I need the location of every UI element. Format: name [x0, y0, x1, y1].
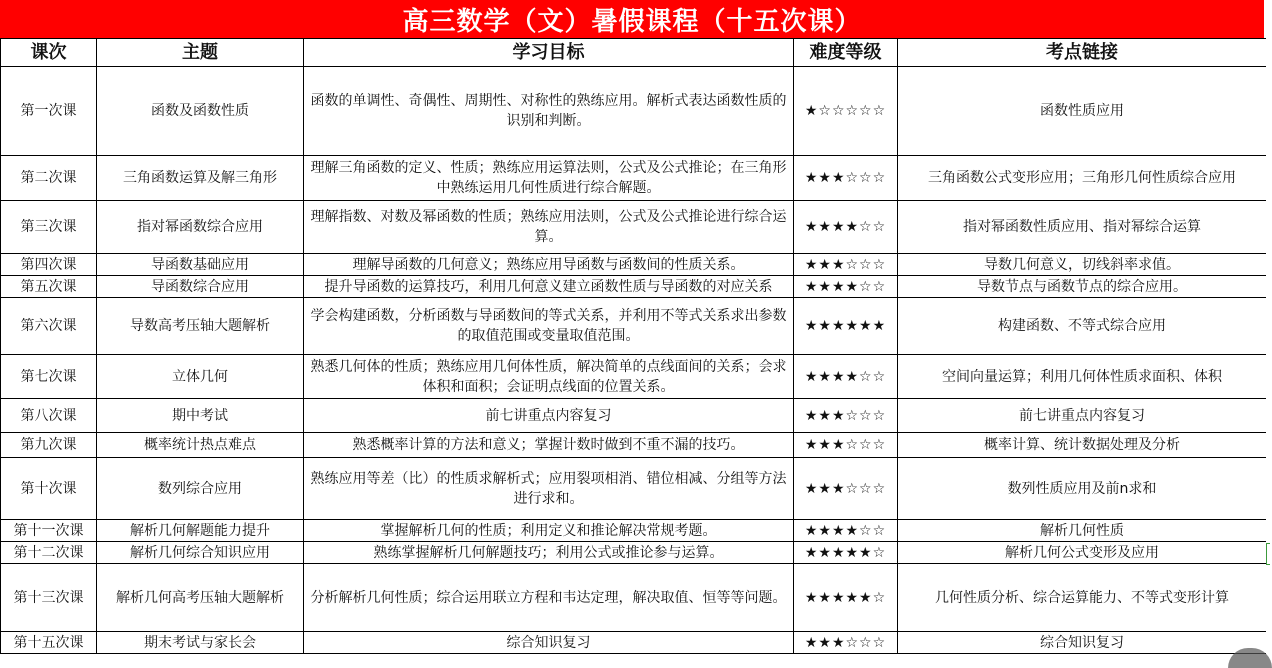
- cell-lesson: 第三次课: [1, 201, 97, 254]
- cell-difficulty: ★☆☆☆☆☆: [794, 67, 898, 156]
- table-row: [1, 520, 1267, 542]
- cell-link: 解析几何性质: [898, 520, 1267, 542]
- table-row: [1, 201, 1267, 254]
- cell-lesson: 第十一次课: [1, 520, 97, 542]
- table-row: [1, 355, 1267, 399]
- cell-topic: 导函数基础应用: [97, 254, 304, 276]
- table-row: [1, 67, 1267, 156]
- table-row: [1, 632, 1267, 654]
- cell-goal: 理解三角函数的定义、性质；熟练应用运算法则，公式及公式推论；在三角形中熟练运用几何性质进行综合解题。: [304, 156, 794, 201]
- cell-difficulty: ★★★★★★: [794, 298, 898, 355]
- cell-topic: 立体几何: [97, 355, 304, 399]
- cell-difficulty: ★★★☆☆☆: [794, 156, 898, 201]
- table-row: [1, 254, 1267, 276]
- header-difficulty: 难度等级: [794, 39, 898, 67]
- cell-topic: 期中考试: [97, 399, 304, 433]
- cell-difficulty: ★★★☆☆☆: [794, 399, 898, 433]
- cell-link: 几何性质分析、综合运算能力、不等式变形计算: [898, 564, 1267, 632]
- cell-topic: 三角函数运算及解三角形: [97, 156, 304, 201]
- header-link: 考点链接: [898, 39, 1267, 67]
- table-row: [1, 276, 1267, 298]
- cell-topic: 数列综合应用: [97, 458, 304, 520]
- cell-goal: 理解导函数的几何意义；熟练应用导函数与函数间的性质关系。: [304, 254, 794, 276]
- cell-link: 解析几何公式变形及应用: [898, 542, 1267, 564]
- cell-link: 空间向量运算；利用几何体性质求面积、体积: [898, 355, 1267, 399]
- table-row: [1, 458, 1267, 520]
- cell-lesson: 第十次课: [1, 458, 97, 520]
- course-schedule-table: [0, 38, 1267, 654]
- cell-link: 函数性质应用: [898, 67, 1267, 156]
- header-row: [1, 39, 1267, 67]
- cell-difficulty: ★★★★☆☆: [794, 201, 898, 254]
- cell-lesson: 第九次课: [1, 433, 97, 458]
- header-lesson: 课次: [1, 39, 97, 67]
- cell-difficulty: ★★★★☆☆: [794, 276, 898, 298]
- cell-link: 概率计算、统计数据处理及分析: [898, 433, 1267, 458]
- cell-difficulty: ★★★★☆☆: [794, 520, 898, 542]
- header-goal: 学习目标: [304, 39, 794, 67]
- cell-lesson: 第五次课: [1, 276, 97, 298]
- table-row: [1, 399, 1267, 433]
- cell-lesson: 第十二次课: [1, 542, 97, 564]
- cell-difficulty: ★★★★★☆: [794, 564, 898, 632]
- cell-topic: 期末考试与家长会: [97, 632, 304, 654]
- cell-link: 数列性质应用及前n求和: [898, 458, 1267, 520]
- cell-lesson: 第一次课: [1, 67, 97, 156]
- header-topic: 主题: [97, 39, 304, 67]
- cell-link: 指对幂函数性质应用、指对幂综合运算: [898, 201, 1267, 254]
- table-row: [1, 542, 1267, 564]
- cell-goal: 熟练应用等差（比）的性质求解析式；应用裂项相消、错位相减、分组等方法进行求和。: [304, 458, 794, 520]
- cell-link: 前七讲重点内容复习: [898, 399, 1267, 433]
- cell-lesson: 第二次课: [1, 156, 97, 201]
- cell-link: 构建函数、不等式综合应用: [898, 298, 1267, 355]
- cell-goal: 分析解析几何性质；综合运用联立方程和韦达定理，解决取值、恒等等问题。: [304, 564, 794, 632]
- cell-lesson: 第七次课: [1, 355, 97, 399]
- cell-link: 综合知识复习: [898, 632, 1267, 654]
- cell-goal: 掌握解析几何的性质；利用定义和推论解决常规考题。: [304, 520, 794, 542]
- cell-link: 导数几何意义，切线斜率求值。: [898, 254, 1267, 276]
- cell-goal: 综合知识复习: [304, 632, 794, 654]
- cell-difficulty: ★★★☆☆☆: [794, 254, 898, 276]
- cell-goal: 提升导函数的运算技巧，利用几何意义建立函数性质与导函数的对应关系: [304, 276, 794, 298]
- cell-lesson: 第四次课: [1, 254, 97, 276]
- table-row: [1, 298, 1267, 355]
- cell-goal: 理解指数、对数及幂函数的性质；熟练应用法则，公式及公式推论进行综合运算。: [304, 201, 794, 254]
- cell-topic: 函数及函数性质: [97, 67, 304, 156]
- cell-lesson: 第十五次课: [1, 632, 97, 654]
- cell-difficulty: ★★★☆☆☆: [794, 433, 898, 458]
- table-row: [1, 156, 1267, 201]
- cell-goal: 熟练掌握解析几何解题技巧；利用公式或推论参与运算。: [304, 542, 794, 564]
- cell-lesson: 第六次课: [1, 298, 97, 355]
- cell-goal: 熟悉概率计算的方法和意义；掌握计数时做到不重不漏的技巧。: [304, 433, 794, 458]
- cell-topic: 解析几何解题能力提升: [97, 520, 304, 542]
- cell-difficulty: ★★★☆☆☆: [794, 458, 898, 520]
- selected-cell-indicator: [1266, 543, 1270, 565]
- table-row: [1, 564, 1267, 632]
- cell-topic: 导数高考压轴大题解析: [97, 298, 304, 355]
- cell-lesson: 第十三次课: [1, 564, 97, 632]
- cell-goal: 熟悉几何体的性质；熟练应用几何体性质，解决简单的点线面间的关系；会求体积和面积；会证明点线面的位置关系。: [304, 355, 794, 399]
- cell-difficulty: ★★★★★☆: [794, 542, 898, 564]
- cell-difficulty: ★★★★☆☆: [794, 355, 898, 399]
- table-row: [1, 433, 1267, 458]
- cell-link: 三角函数公式变形应用；三角形几何性质综合应用: [898, 156, 1267, 201]
- cell-topic: 解析几何综合知识应用: [97, 542, 304, 564]
- course-title: 高三数学（文）暑假课程（十五次课）: [0, 0, 1264, 38]
- cell-topic: 解析几何高考压轴大题解析: [97, 564, 304, 632]
- cell-topic: 概率统计热点难点: [97, 433, 304, 458]
- cell-goal: 函数的单调性、奇偶性、周期性、对称性的熟练应用。解析式表达函数性质的识别和判断。: [304, 67, 794, 156]
- cell-goal: 学会构建函数，分析函数与导函数间的等式关系，并利用不等式关系求出参数的取值范围或变量取值范围。: [304, 298, 794, 355]
- cell-topic: 指对幂函数综合应用: [97, 201, 304, 254]
- cell-difficulty: ★★★☆☆☆: [794, 632, 898, 654]
- cell-lesson: 第八次课: [1, 399, 97, 433]
- cell-link: 导数节点与函数节点的综合应用。: [898, 276, 1267, 298]
- cell-topic: 导函数综合应用: [97, 276, 304, 298]
- cell-goal: 前七讲重点内容复习: [304, 399, 794, 433]
